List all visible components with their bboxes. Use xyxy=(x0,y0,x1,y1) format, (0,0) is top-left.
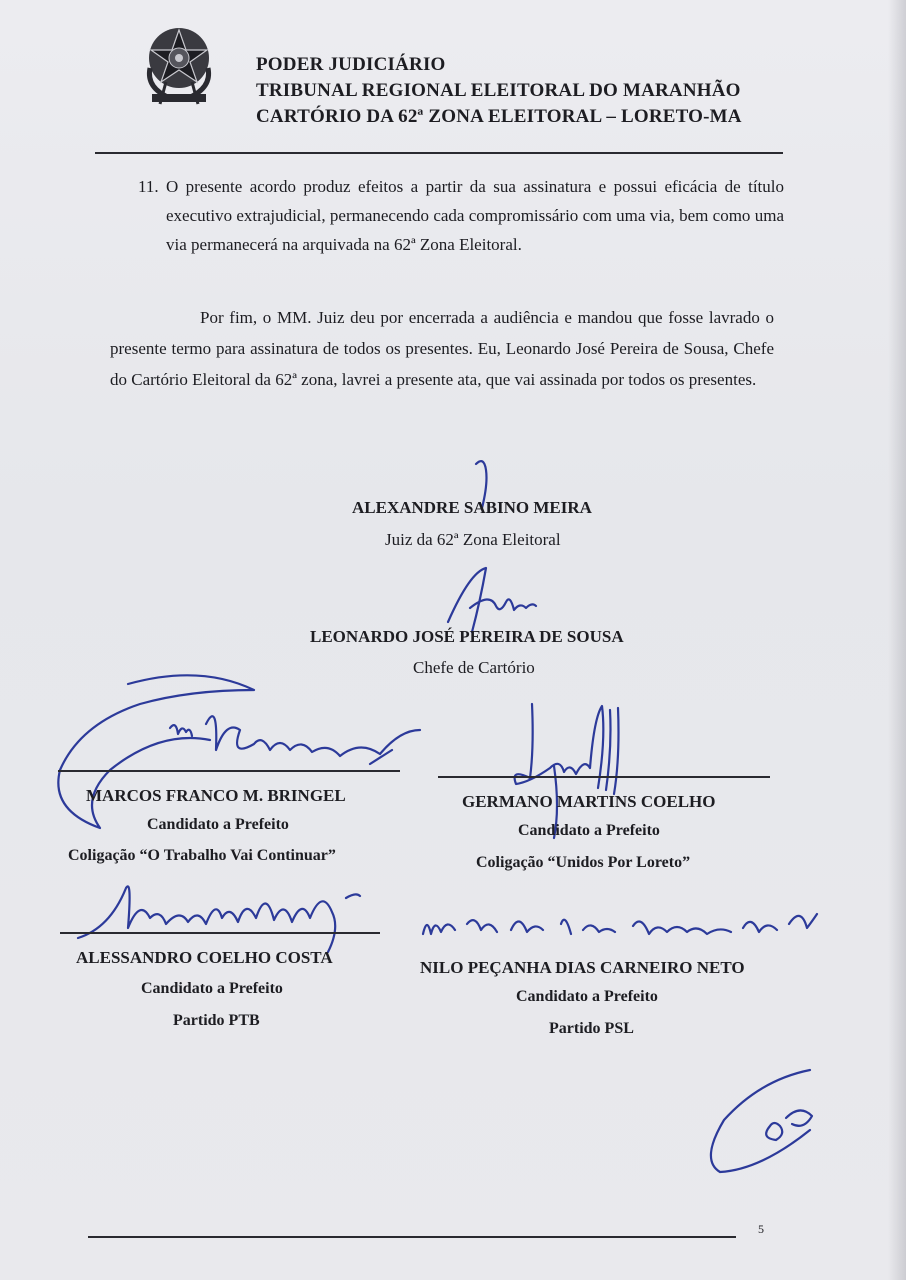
candidate3-signature-line xyxy=(60,932,380,934)
closing-paragraph: Por fim, o MM. Juiz deu por encerrada a audiência e mandou que fosse lavrado o presente termo para assinatura de todos os presentes. Eu, Leonardo José Pereira de Sousa, Chefe do Cartório Eleitoral da 62ª zona, lavrei a presente ata, que vai assinada por todos os presentes. xyxy=(110,308,774,389)
candidate1-role: Candidato a Prefeito xyxy=(147,816,289,833)
candidate4-role: Candidato a Prefeito xyxy=(516,988,658,1005)
candidate4-party: Partido PSL xyxy=(549,1020,634,1037)
candidate1-name: MARCOS FRANCO M. BRINGEL xyxy=(86,786,346,805)
footer-divider xyxy=(88,1236,736,1238)
header-line-cartorio: CARTÓRIO DA 62ª ZONA ELEITORAL – LORETO-MA xyxy=(256,106,742,127)
page-edge-shadow xyxy=(888,0,906,1280)
clause-number: 11. xyxy=(138,177,159,196)
candidate2-party: Coligação “Unidos Por Loreto” xyxy=(476,854,691,871)
candidate3-signature xyxy=(70,868,370,958)
judge-role: Juiz da 62ª Zona Eleitoral xyxy=(385,530,561,549)
header-line-tribunal: TRIBUNAL REGIONAL ELEITORAL DO MARANHÃO xyxy=(256,80,741,101)
candidate3-role: Candidato a Prefeito xyxy=(141,980,283,997)
candidate2-role: Candidato a Prefeito xyxy=(518,822,660,839)
candidate2-name: GERMANO MARTINS COELHO xyxy=(462,792,716,811)
candidate4-name: NILO PEÇANHA DIAS CARNEIRO NETO xyxy=(420,958,745,977)
brazil-coat-of-arms-icon xyxy=(140,22,218,108)
document-header xyxy=(256,52,742,130)
candidate1-signature-line xyxy=(58,770,400,772)
clerk-name: LEONARDO JOSÉ PEREIRA DE SOUSA xyxy=(310,627,624,646)
header-divider xyxy=(95,152,783,154)
candidate2-signature-line xyxy=(438,776,770,778)
margin-initials xyxy=(700,1060,840,1190)
candidate1-signature xyxy=(40,660,440,870)
judge-name: ALEXANDRE SABINO MEIRA xyxy=(352,498,592,517)
candidate1-party: Coligação “O Trabalho Vai Continuar” xyxy=(68,847,336,864)
header-line-judiciary: PODER JUDICIÁRIO xyxy=(256,54,446,75)
clerk-role: Chefe de Cartório xyxy=(413,658,535,677)
candidate3-name: ALESSANDRO COELHO COSTA xyxy=(76,948,333,967)
page-number: 5 xyxy=(758,1222,764,1236)
clause-11 xyxy=(138,172,784,259)
clause-text: O presente acordo produz efeitos a partir da sua assinatura e possui eficácia de título executivo extrajudicial, permanecendo cada compromissário com uma via, bem como uma via permanecerá na arquivada na 62ª Zona Eleitoral. xyxy=(166,177,784,254)
candidate3-party: Partido PTB xyxy=(173,1012,260,1029)
candidate4-signature xyxy=(415,904,835,954)
